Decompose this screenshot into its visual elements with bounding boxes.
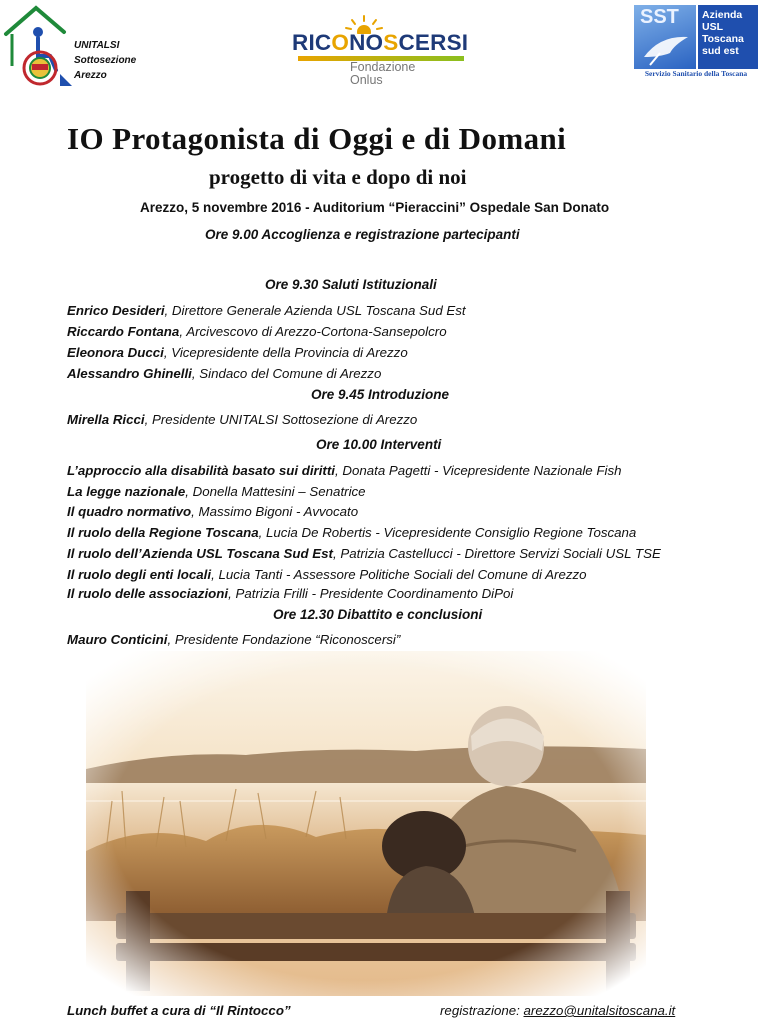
servizio-sanitario-label: Servizio Sanitario della Toscana (644, 69, 748, 78)
riconoscersi-sub1: Fondazione (350, 60, 416, 74)
azienda-usl-label (702, 9, 744, 57)
speaker-role: , Patrizia Castellucci - Direttore Servizi Sociali USL TSE (332, 546, 661, 561)
azienda-line1: Azienda (702, 9, 743, 21)
talk-title: Il ruolo dell’Azienda USL Toscana Sud Est (67, 546, 333, 561)
program-line (67, 504, 358, 519)
event-place-date: Arezzo, 5 novembre 2016 - Auditorium “Pieraccini” Ospedale San Donato (140, 200, 610, 215)
unitalsi-emblem-icon (2, 4, 74, 90)
section-heading-dibattito: Ore 12.30 Dibattito e conclusioni (273, 607, 483, 622)
program-line (67, 463, 622, 478)
registration-email-link[interactable]: arezzo@unitalsitoscana.it (523, 1003, 676, 1018)
speaker-role: , Arcivescovo di Arezzo-Cortona-Sansepolcro (179, 324, 447, 339)
talk-title: Il quadro normativo (67, 504, 192, 519)
speaker-role: , Lucia Tanti - Assessore Politiche Sociali del Comune di Arezzo (211, 567, 587, 582)
program-line (67, 546, 661, 561)
program-line (67, 525, 636, 540)
azienda-line2: USL (702, 21, 723, 33)
sst-logo (634, 5, 758, 79)
program-line (67, 567, 587, 582)
speaker-role: , Direttore Generale Azienda USL Toscana Sud Est (164, 303, 466, 318)
section-heading-interventi: Ore 10.00 Interventi (316, 437, 442, 452)
azienda-line3: Toscana (702, 33, 744, 45)
speaker-name: Eleonora Ducci (67, 345, 164, 360)
speaker-name: Mirella Ricci (67, 412, 145, 427)
program-line (67, 366, 381, 381)
unitalsi-line2: Sottosezione (74, 55, 137, 66)
unitalsi-line1: UNITALSI (74, 40, 120, 51)
program-line (67, 586, 513, 601)
unitalsi-line3: Arezzo (74, 70, 107, 81)
speaker-role: , Massimo Bigoni - Avvocato (191, 504, 359, 519)
welcome-time: Ore 9.00 Accoglienza e registrazione partecipanti (205, 227, 520, 242)
bird-icon (640, 27, 694, 67)
talk-title: Il ruolo della Regione Toscana (67, 525, 259, 540)
speaker-name: Alessandro Ghinelli (67, 366, 192, 381)
azienda-line4: sud est (702, 45, 739, 57)
riconoscersi-subtitle (350, 61, 415, 87)
program-line (67, 632, 400, 647)
program-line (67, 412, 417, 427)
page-subtitle: progetto di vita e dopo di noi (209, 165, 467, 189)
speaker-role: , Presidente UNITALSI Sottosezione di Arezzo (144, 412, 418, 427)
speaker-name: Enrico Desideri (67, 303, 165, 318)
lunch-note: Lunch buffet a cura di “Il Rintocco” (67, 1003, 291, 1018)
riconoscersi-logo (292, 14, 467, 92)
page-title: IO Protagonista di Oggi e di Domani (67, 121, 567, 156)
unitalsi-label (74, 38, 136, 83)
section-heading-saluti: Ore 9.30 Saluti Istituzionali (265, 277, 437, 292)
program-line (67, 484, 366, 499)
sst-letters: SST (640, 6, 679, 28)
talk-title: Il ruolo delle associazioni (67, 586, 229, 601)
talk-title: L’approccio alla disabilità basato sui diritti (67, 463, 335, 478)
speaker-role: , Donata Pagetti - Vicepresidente Nazionale Fish (334, 463, 622, 478)
talk-title: Il ruolo degli enti locali (67, 567, 212, 582)
section-heading-introduzione: Ore 9.45 Introduzione (311, 387, 450, 402)
registration-label: registrazione: (440, 1003, 524, 1018)
riconoscersi-brand: RICONOSCERSI (292, 30, 469, 55)
program-line (67, 345, 408, 360)
sunset-photo (86, 651, 646, 996)
speaker-role: , Sindaco del Comune di Arezzo (191, 366, 382, 381)
talk-title: La legge nazionale (67, 484, 186, 499)
speaker-role: , Patrizia Frilli - Presidente Coordinamento DiPoi (228, 586, 514, 601)
speaker-role: , Presidente Fondazione “Riconoscersi” (167, 632, 401, 647)
unitalsi-logo (2, 4, 152, 90)
speaker-name: Riccardo Fontana (67, 324, 180, 339)
speaker-role: , Vicepresidente della Provincia di Arezzo (163, 345, 408, 360)
program-line (67, 303, 466, 318)
speaker-role: , Donella Mattesini – Senatrice (185, 484, 366, 499)
registration-note (440, 1003, 675, 1018)
speaker-name: Mauro Conticini (67, 632, 168, 647)
program-line (67, 324, 447, 339)
speaker-role: , Lucia De Robertis - Vicepresidente Consiglio Regione Toscana (258, 525, 637, 540)
riconoscersi-sub2: Onlus (350, 73, 383, 87)
